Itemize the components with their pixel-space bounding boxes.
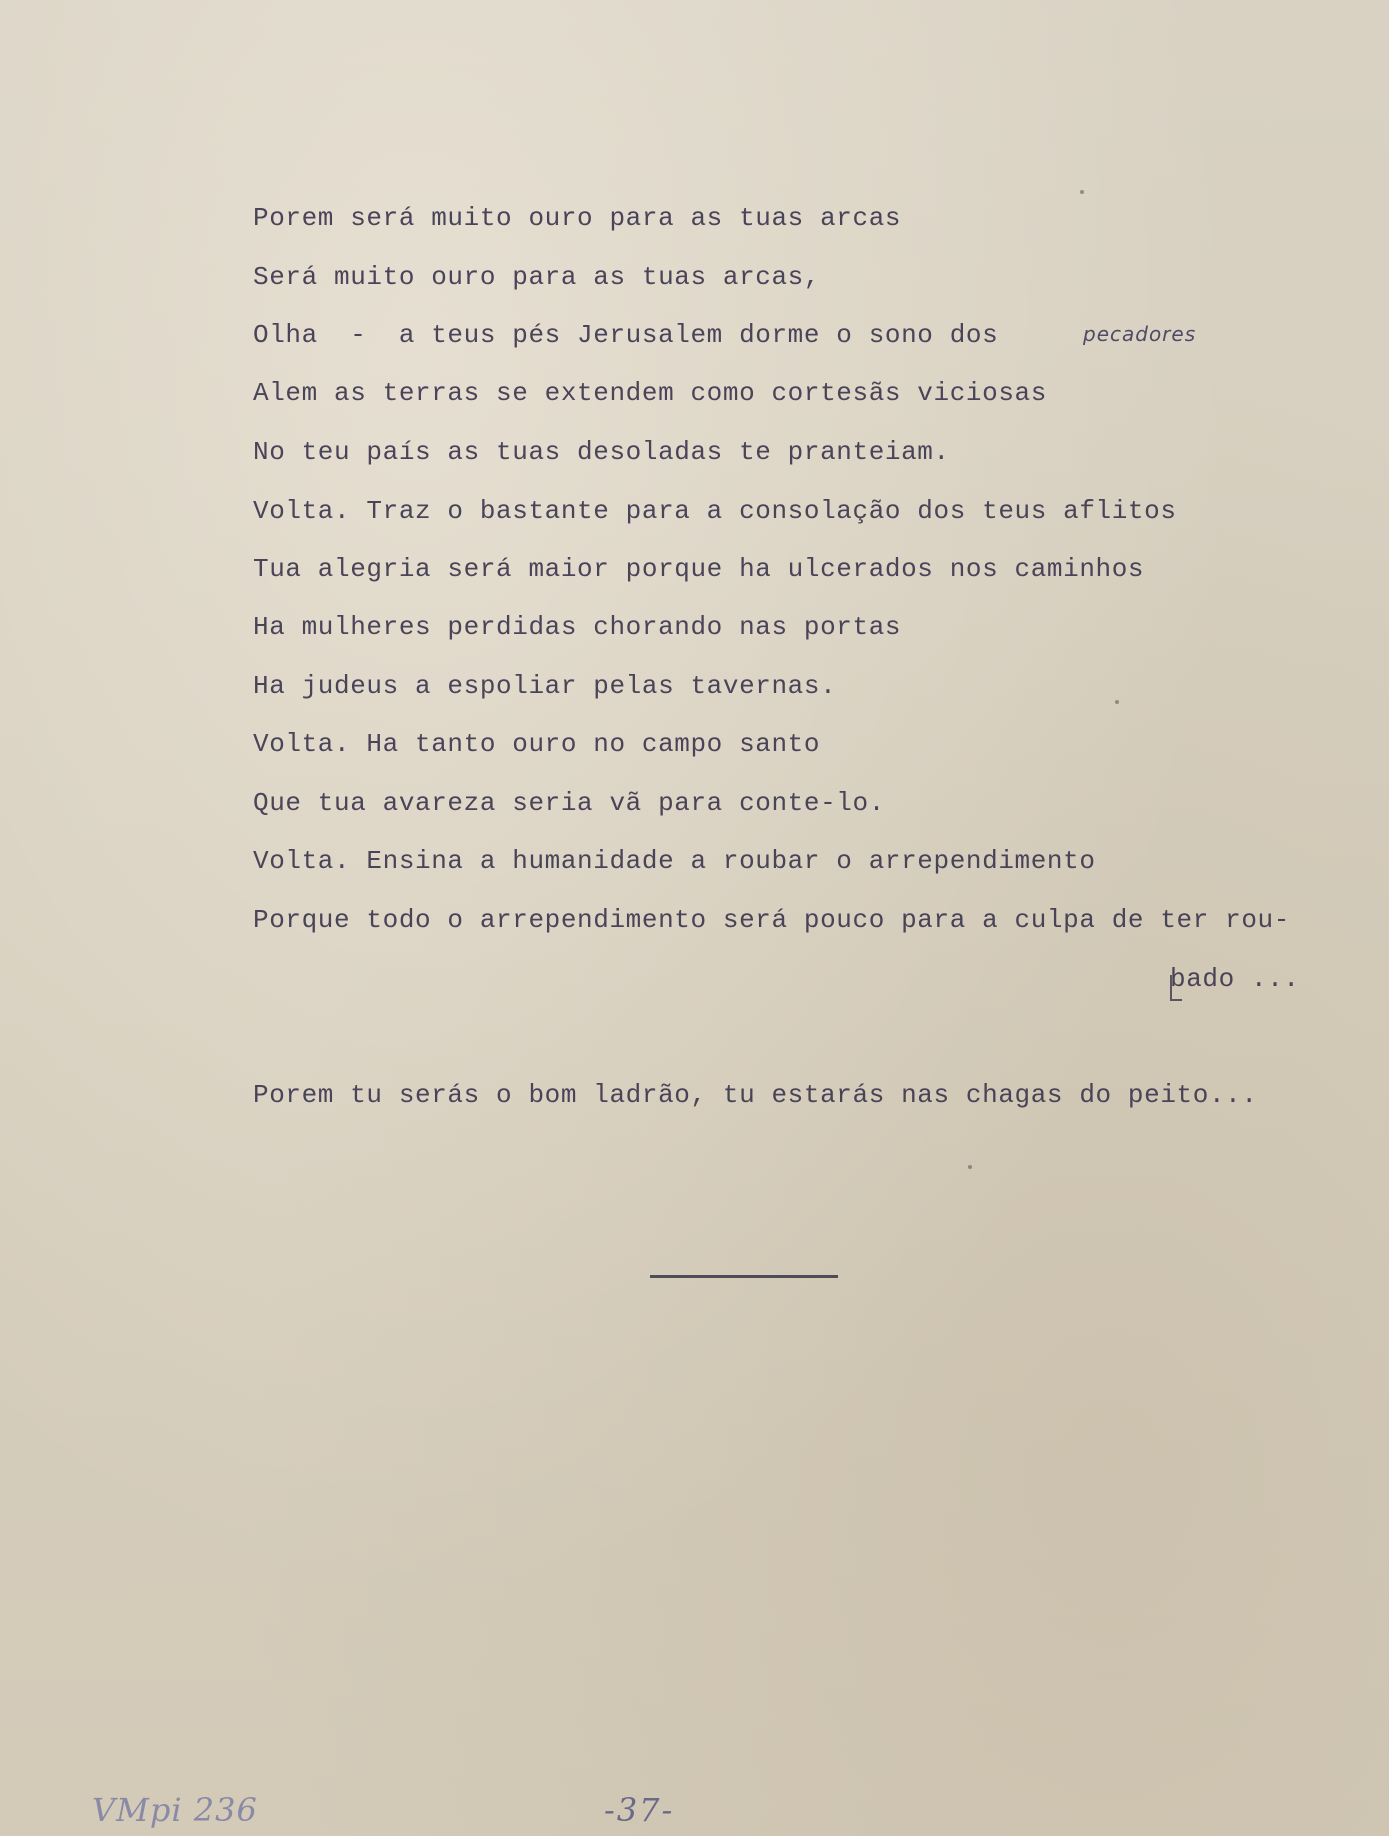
poem-line: Será muito ouro para as tuas arcas, [253, 262, 821, 292]
poem-line: Que tua avareza seria vã para conte-lo. [253, 788, 885, 818]
poem-line: Volta. Ensina a humanidade a roubar o arrependimento [253, 846, 1096, 876]
paper-speck [1080, 190, 1084, 194]
pencil-reference: VMpi 236 [92, 1791, 258, 1829]
poem-line: Olha - a teus pés Jerusalem dorme o sono dos [253, 320, 999, 350]
poem-line: Ha judeus a espoliar pelas tavernas. [253, 671, 837, 701]
poem-line: Porem será muito ouro para as tuas arcas [253, 203, 902, 233]
poem-line: Porque todo o arrependimento será pouco para a culpa de ter rou- [253, 905, 1290, 935]
paper-speck [1115, 700, 1119, 704]
poem-line: Alem as terras se extendem como cortesãs viciosas [253, 378, 1047, 408]
continuation-text: bado ... [1170, 964, 1300, 994]
poem-line: Volta. Traz o bastante para a consolação dos teus aflitos [253, 496, 1177, 526]
page-number: -37- [604, 1791, 675, 1829]
separator-rule [650, 1275, 838, 1278]
poem-line: Volta. Ha tanto ouro no campo santo [253, 729, 821, 759]
poem-line: Tua alegria será maior porque ha ulcerados nos caminhos [253, 554, 1145, 584]
poem-line: No teu país as tuas desoladas te pranteiam. [253, 437, 950, 467]
handwritten-insert: pecadores [1083, 322, 1197, 346]
final-line: Porem tu serás o bom ladrão, tu estarás nas chagas do peito... [253, 1080, 1258, 1110]
poem-line: Ha mulheres perdidas chorando nas portas [253, 612, 902, 642]
paper-speck [968, 1165, 972, 1169]
